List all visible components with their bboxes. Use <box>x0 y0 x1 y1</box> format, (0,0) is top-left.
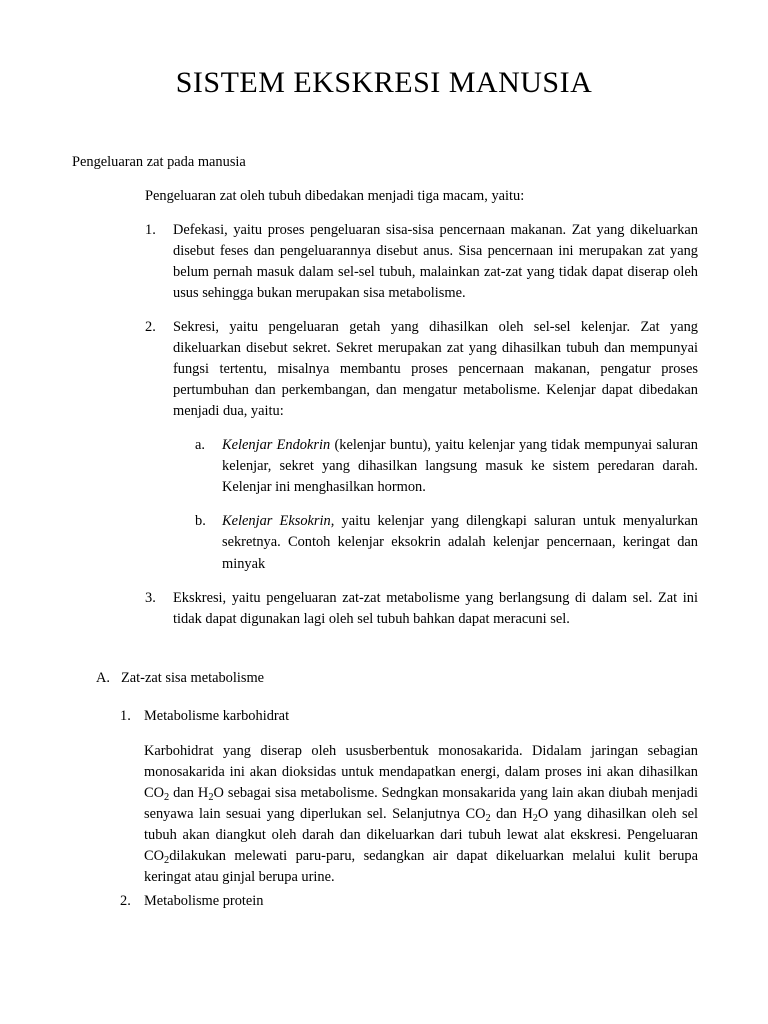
subsection-1-heading-text: Metabolisme karbohidrat <box>144 708 290 725</box>
section-a-heading <box>96 668 698 689</box>
paragraph-part-2: dan H <box>169 785 209 802</box>
term-kelenjar-eksokrin: Kelenjar Eksokrin, <box>222 513 335 530</box>
sub-list-item-text: yaitu kelenjar yang dilengkapi saluran untuk menyalurkan sekretnya. Contoh kelenjar eksokrin adalah kelenjar pencernaan, keringat dan minyak <box>222 513 698 572</box>
subsection-2-heading <box>96 891 698 912</box>
paragraph-part-5: O yang dihasilkan oleh sel tubuh akan diangkut oleh darah dan dikeluarkan dari tubuh lewat alat ekskresi. Pengeluaran CO <box>144 806 698 865</box>
list-item-text: Sekresi, yaitu pengeluaran getah yang dihasilkan oleh sel-sel kelenjar. Zat yang dikeluarkan disebut sekret. Sekret merupakan zat yang dihasilkan tubuh dan mempunyai fungsi tertentu, misalnya membantu proses pencernaan makanan, pengatur proses pertumbuhan dan perkembangan, dan mengatur metabolisme. Kelenjar dapat dibedakan menjadi dua, yaitu: <box>173 319 698 420</box>
subsection-2-heading-text: Metabolisme protein <box>144 893 264 910</box>
paragraph-part-4: dan H <box>490 806 533 823</box>
sub-list-marker: a. <box>195 437 205 454</box>
subscript-h2o-b: 2 <box>532 813 538 825</box>
paragraph-part-3: O sebagai sisa metabolisme. Sedngkan monsakarida yang lain akan diubah menjadi senyawa lain sesuai yang diperlukan sel. Selanjutnya CO <box>144 785 698 823</box>
sub-list-item-text: (kelenjar buntu), yaitu kelenjar yang tidak mempunyai saluran kelenjar, sekret yang dihasilkan langsung masuk ke sistem peredaran darah. Kelenjar ini menghasilkan hormon. <box>222 437 698 496</box>
list-marker: 2. <box>145 319 156 336</box>
subscript-co2-b: 2 <box>485 813 491 825</box>
lead-line: Pengeluaran zat pada manusia <box>72 154 246 170</box>
list-item-text: Defekasi, yaitu proses pengeluaran sisa-sisa pencernaan makanan. Zat yang dikeluarkan disebut feses dan pengeluarannya disebut anus. Sisa pencernaan ini merupakan zat yang belum pernah masuk dalam sel-sel tubuh, malainkan zat-zat yang tidak dapat diserap oleh usus sehingga bukan merupakan sisa metabolisme. <box>173 222 698 302</box>
paragraph-part-6: dilakukan melewati paru-paru, sedangkan air dapat dikeluarkan melalui kulit berupa keringat atau ginjal berupa urine. <box>144 848 698 886</box>
subsection-2-marker: 2. <box>120 893 131 910</box>
subsection-1-marker: 1. <box>120 708 131 725</box>
list-marker: 1. <box>145 222 156 239</box>
alpha-sub-list <box>173 435 698 574</box>
sub-list-item <box>195 435 698 498</box>
paragraph-part-1: Karbohidrat yang diserap oleh ususberbentuk monosakarida. Didalam jaringan sebagian monosakarida ini akan dioksidas untuk mendapatkan energi, dalam proses ini akan dihasilkan CO <box>144 743 698 802</box>
sub-list-item <box>195 511 698 574</box>
subsection-1-paragraph <box>144 741 698 888</box>
document-body <box>72 152 698 630</box>
numbered-list <box>72 220 698 630</box>
list-item <box>145 220 698 304</box>
list-item <box>145 317 698 574</box>
page-title: SISTEM EKSKRESI MANUSIA <box>175 66 593 99</box>
list-item <box>145 588 698 630</box>
subscript-co2-c: 2 <box>164 855 170 867</box>
section-a-heading-text: Zat-zat sisa metabolisme <box>121 670 265 686</box>
intro-line: Pengeluaran zat oleh tubuh dibedakan menjadi tiga macam, yaitu: <box>145 188 525 205</box>
subsection-1-heading <box>96 706 698 727</box>
list-item-text: Ekskresi, yaitu pengeluaran zat-zat metabolisme yang berlangsung di dalam sel. Zat ini tidak dapat digunakan lagi oleh sel tubuh bahkan dapat meracuni sel. <box>173 589 698 627</box>
sub-list-marker: b. <box>195 513 206 530</box>
list-marker: 3. <box>145 589 156 606</box>
subscript-h2o-a: 2 <box>208 792 214 804</box>
term-kelenjar-endokrin: Kelenjar Endokrin <box>222 437 331 454</box>
subscript-co2-a: 2 <box>164 792 170 804</box>
section-a-marker: A. <box>96 670 110 686</box>
section-a <box>96 668 698 912</box>
